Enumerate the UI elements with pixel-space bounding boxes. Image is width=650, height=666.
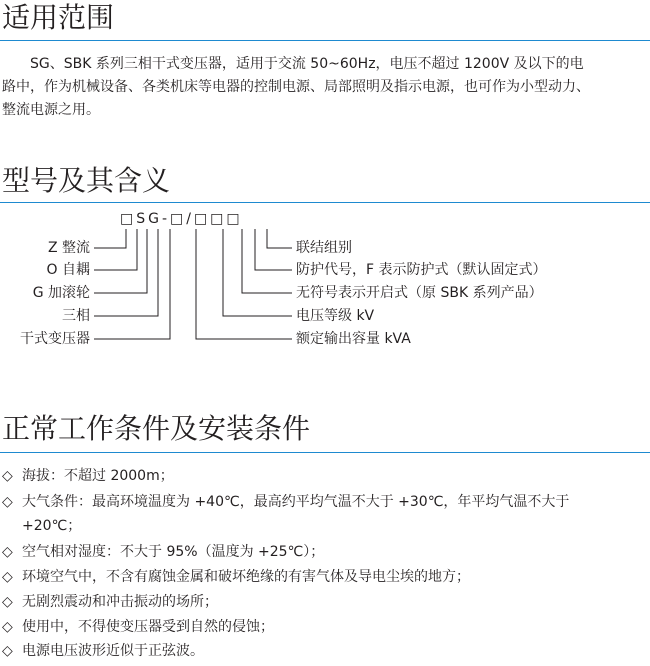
left-label: Z 整流: [47, 240, 90, 256]
connector-line: [94, 229, 147, 293]
list-item-text: 海拔：不超过 2000m；: [22, 468, 174, 484]
paragraph-line: 整流电源之用。: [2, 102, 100, 118]
section-title-scope: 适用范围: [2, 1, 115, 34]
list-item: [2, 565, 470, 589]
connector-line: [94, 229, 126, 248]
left-label: 干式变压器: [20, 331, 90, 347]
connector-line: [196, 229, 292, 339]
right-label: 电压等级 kV: [296, 308, 375, 324]
connector-line: [267, 229, 292, 248]
list-item: [2, 490, 569, 514]
diamond-icon: ◇: [2, 619, 13, 635]
connector-line: [94, 229, 137, 270]
list-item-text: 无剧烈震动和冲击振动的场所；: [22, 594, 218, 610]
diamond-icon: ◇: [2, 468, 13, 484]
diamond-icon: ◇: [2, 643, 13, 659]
list-item-text: 环境空气中，不含有腐蚀金属和破坏绝缘的有害气体及导电尘埃的地方；: [22, 569, 470, 585]
diamond-icon: ◇: [2, 494, 13, 510]
right-label: 联结组别: [296, 240, 352, 256]
list-item-continuation: +20℃；: [22, 518, 82, 534]
list-item-text: 使用中，不得使变压器受到自然的侵蚀；: [22, 619, 274, 635]
diamond-icon: ◇: [2, 544, 13, 560]
diamond-icon: ◇: [2, 594, 13, 610]
connector-line: [223, 229, 292, 316]
list-item: [2, 464, 174, 488]
list-item: [2, 615, 274, 639]
list-item-text: 电源电压波形近似于正弦波。: [22, 643, 204, 659]
list-item: [2, 639, 204, 663]
right-label: 防护代号，F 表示防护式（默认固定式）: [296, 262, 547, 278]
model-code: □SG-□/□□□: [120, 211, 243, 227]
left-label: 三相: [62, 308, 90, 324]
paragraph-line: 路中，作为机械设备、各类机床等电器的控制电源、局部照明及指示电源，也可作为小型动力、: [2, 79, 590, 95]
left-label: G 加滚轮: [32, 285, 90, 301]
list-item-text: 空气相对湿度：不大于 95%（温度为 +25℃）；: [22, 544, 325, 560]
paragraph-line: SG、SBK 系列三相干式变压器，适用于交流 50~60Hz，电压不超过 1200V 及以下的电: [30, 56, 584, 72]
list-item: [2, 590, 218, 614]
connector-line: [94, 229, 170, 339]
list-item-text: 大气条件：最高环境温度为 +40℃，最高约平均气温不大于 +30℃，年平均气温不大于: [22, 494, 570, 510]
section-title-model: 型号及其含义: [2, 164, 171, 197]
section-divider: [0, 452, 650, 453]
connector-line: [255, 229, 292, 270]
section-title-conditions: 正常工作条件及安装条件: [2, 412, 311, 445]
list-item: [2, 540, 324, 564]
right-label: 额定输出容量 kVA: [296, 331, 411, 347]
left-label: O 自耦: [46, 262, 90, 278]
diamond-icon: ◇: [2, 569, 13, 585]
right-label: 无符号表示开启式（原 SBK 系列产品）: [296, 285, 543, 301]
